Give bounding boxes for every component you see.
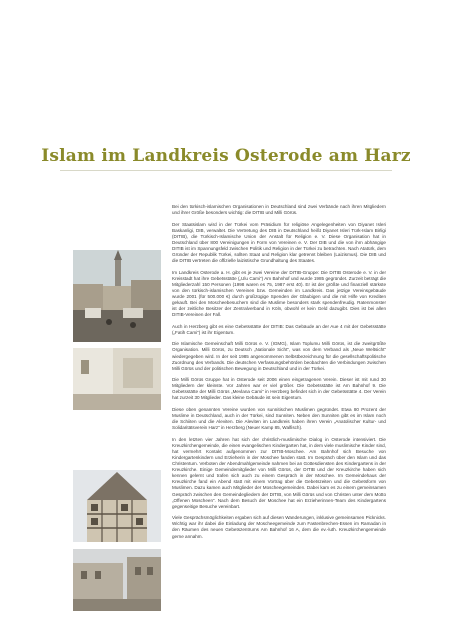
paragraph: Viele Gesprächsmöglichkeiten ergaben sich auf diesen Wanderungen, inklusive gemeinsamen Picknicks. Wichtig war ihr dabei die Einladung der Moscheegemeinde zum Fastenbrechen-Essen im Ramadan in den Räumen des neuen Gebetszentrums Am Bahnhof 16 A, dem die ev.-luth. Kreuzkirchengemeinde gerne annahm. [172, 515, 386, 539]
paragraph: Der Staatsislam wird in der Türkei vom Präsidium für religiöse Angelegenheiten von Diyanet Isleri Baskanligi, DIB, verwaltet. Die Vertretung des DIB in Deutschland heißt Diyanet Isleri Türk-Islam Birligi (DITIB), die Türkisch-Islamische Union der Anstalt für Religion e. V. Diese Organisation hat in Deutschland über 800 Vereinigungen in Form von Vereinen e. V. Der DIB und die von ihm abhängige DITIB ist im Spannungsfeld zwischen Politik und Religion in der Türkei zu betrachten. Nach Atatürk, dem Gründer der Republik Türkei, sollten Staat und Religion klar getrennt bleiben (Laizismus). Die DIB und die DITIB vertreten die offizielle laizistische Grundhaltung des Staates. [172, 221, 386, 264]
page-title: Islam im Landkreis Osterode am Harz [41, 146, 411, 166]
prayer-room-illustration [73, 348, 161, 410]
paragraph: Diese oben genannten Vereine wurden von sunnitischen Muslimen gegründet. Etwa 80 Prozent der Muslime in Deutschland, auch in der Türkei, sind Sunniten. Neben den Sunniten gibt es im Islam noch die Schiiten und die Aleviten. Die Aleviten im Landkreis haben ihren Verein „Anatolischer Kultur- und Solidaritätsverein Harz“ in Herzberg (Neuer Kamp 85, Walfisch). [172, 406, 386, 431]
town-square-illustration [73, 549, 161, 611]
half-timbered-house-illustration [73, 470, 161, 542]
article-text [172, 204, 386, 545]
half-timbered-house-photo [73, 470, 161, 542]
street-market-church-illustration [73, 250, 161, 342]
paragraph: Die Islamische Gemeinschaft Milli Görüs e. V. (IGMG), Islam Toplumu Milli Görüs, ist die zweitgrößte Organisation. Milli Görüs, zu Deutsch „Nationale Sicht“, was von dem Verband als „Neue Weltsicht“ wiedergegeben wird. In der seit 1985 angenommenen Selbstbezeichnung für die gesellschaftspolitische Zuordnung des Verbands. Die deutschen Verfassungsbehörden beobachten die Verbindungen zwischen Milli Görüs und der politischen Bewegung in Deutschland und in der Türkei. [172, 341, 386, 371]
paragraph: Die Milli Görüs Gruppe hat in Osterode seit 2006 einen eingetragenen Verein. Dieser ist mit rund 30 Mitgliedern der kleinste. Vor Jahren war er viel größer. Die Gebetsstätte ist Am Bahnhof 9. Die Gebetsstätte der Milli Görüs „Mevlana Cami“ in Herzberg befindet sich in der Gebetsstätte 4. Der Verein hat zurzeit 30 Mitglieder. Das kleine Gebäude ist sein Eigentum. [172, 377, 386, 401]
street-market-church-photo [73, 250, 161, 342]
town-square-photo [73, 549, 161, 611]
paragraph: Im Landkreis Osterode a. H. gibt es je zwei Vereine der DITIB-Gruppe: Die DITIB Osterode e. V. in der Kreisstadt hat ihre Gebetsstätte („Ulu Cami“) Am Bahnhof und wurde 1985 gegründet. Zurzeit beträgt die Mitgliederzahl 150 Personen (1998 waren es 75, 1987 erst 40). Er ist der größte und finanziell stärkste von den türkisch-islamischen Vereinen bzw. Gemeinden im Landkreis. Das jetzige Vereinsgebäude wurde 2001 (für 500.000 €) durch großzügige Spenden der Gläubigen und die mit Hilfe von Krediten gekauft. Bei den Moscheebesuchern sind die Muslime besonders stark spendenfreudig. Ratenmonster ist der zeitliche Besitzer der Zentralverband in Köln, obwohl er kein Geld dazugibt. Dies ist bei allen DITIB-Vereinen der Fall. [172, 269, 386, 318]
paragraph: Bei den türkisch-islamischen Organisationen in Deutschland sind zwei Verbände nach ihren Mitgliedern und ihrer Größe besonders wichtig: die DITIB und Milli Görüs. [172, 204, 386, 216]
title-divider [60, 170, 392, 171]
prayer-room-photo [73, 348, 161, 410]
paragraph: Auch in Herzberg gibt es eine Gebetsstätte der DITIB: Das Gebäude an der Aue 4 mit der Gebetsstätte („Fatih Cami“) ist ihr Eigentum. [172, 323, 386, 335]
paragraph: In den letzten vier Jahren hat sich der christlich-muslimische Dialog in Osterode intensiviert. Die Kreuzkirchengemeinde, die einen evangelischen Kindergarten hat, in dem viele muslimische Kinder sind, hat vermehrt Kontakt aufgenommen zur DITIB-Moschee. Am Bahnhof sich Besuche von Kindergartenkindern und Erzieherin in der Moschee fanden statt. Im Gespräch über den Islam und das Christentum. Verboten der Abendmahlgemeinde nahmen bei an Gottesdiensten des Kindergartens in der Kreuzkirche. Einige Gemeindemitglieder von Milli Görüs, der DITIB und der Kreuzkirche haben sich kennen gelernt und trafen sich auch zu einem Gespräch in der Moschee. Im Gemeindehaus der Kreuzkirche fand ein Abend statt mit einem Vortrag über die Gebetszeiten und die Gebetsform von Muslimen. Dazu kamen auch Mitglieder der Moscheegemeinden. Dabei kam es zu einem gemeinsamen Gespräch zwischen den Gemeindegliedern der DITIB, von Milli Görüs und von Christen unter dem Motto „Offenen Moscheen“. Nach dem Besuch der Moschee hat ein Erzieherinnen-Team des Kindergartens gegenseitige Besuche vereinbart. [172, 436, 386, 509]
